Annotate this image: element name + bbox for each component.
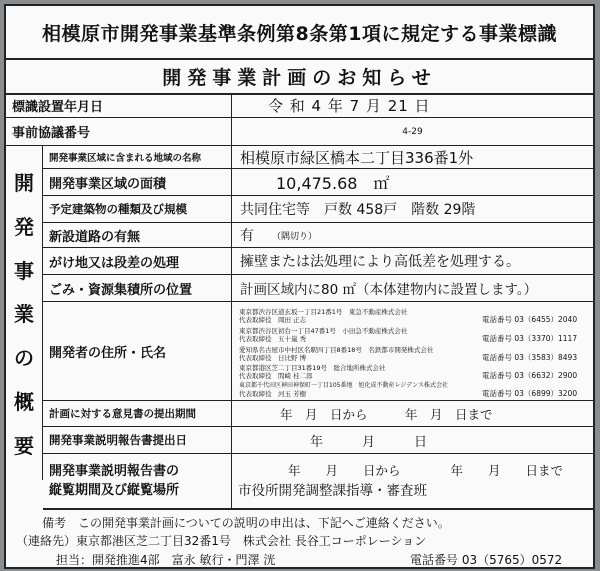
notice-line1: 備考 この開発事業計画についての説明の申出は、下記へご連絡ください。: [42, 516, 450, 530]
inspection-period: 年 月 日から 年 月 日まで: [288, 463, 564, 478]
area-size-label: 開発事業区域の面積: [43, 169, 232, 195]
developer-address: 愛知県名古屋市中村区名駅四丁目8番18号 名鉄都市開発株式会社: [239, 346, 434, 354]
inspection-label: [43, 454, 232, 508]
inspection-place: 市役所開発調整課指導・審査班: [238, 483, 427, 499]
vertical-char: 発: [14, 215, 34, 240]
developer-rep: 代表取締役 五十嵐 秀: [239, 335, 307, 343]
area-name-label: 開発事業区域に含まれる地域の名称: [43, 146, 232, 168]
row-consultation-no: [6, 118, 593, 146]
row-garbage: [43, 275, 593, 302]
developer-rep: 代表取締役 日比野 博: [239, 354, 307, 362]
new-road-note: （隅切り）: [272, 231, 318, 242]
report-value: 年 月 日: [310, 434, 428, 450]
developer-phone: 電話番号 03（6455）2040: [482, 315, 578, 324]
notice-line3: 担当：開発推進4部 富永 敏行・門澤 洸: [56, 553, 276, 567]
inspection-value: [232, 454, 593, 508]
row-sign-date: [6, 94, 593, 118]
vertical-char: 業: [14, 302, 34, 327]
row-report: [43, 427, 593, 454]
new-road-value: 有: [240, 228, 254, 244]
notice-board: [4, 4, 595, 569]
contact-notice: [6, 510, 593, 570]
opinion-value: 年 月 日から 年 月 日まで: [280, 406, 493, 422]
developer-address: 東京都千代田区神田神保町一丁目105番地 旭化成不動産レジデンス株式会社: [239, 382, 449, 389]
area-name-value: 相模原市緑区橋本二丁目336番1外: [240, 148, 474, 167]
developer-address: 東京都港区芝二丁目31番19号 総合地所株式会社: [239, 364, 386, 372]
developer-phone: 電話番号 03（3583）8493: [482, 353, 578, 362]
consultation-no-label: 事前協議番号: [6, 118, 232, 145]
developer-phone: 電話番号 03（3370）1117: [482, 334, 578, 343]
inspection-label-line2: 縦覧期間及び縦覧場所: [49, 483, 180, 498]
developer-phone: 電話番号 03（6632）2900: [482, 371, 578, 380]
garbage-value: 計画区域内に80 ㎡（本体建物内に設置します。）: [240, 282, 538, 298]
vertical-char: 開: [14, 171, 34, 196]
vertical-char: の: [14, 346, 34, 371]
board-subtitle: 開発事業計画のお知らせ: [6, 59, 593, 95]
garbage-label: ごみ・資源集積所の位置: [43, 275, 232, 301]
outline-vertical-label: [6, 146, 43, 480]
row-area-size: [43, 169, 593, 196]
developer-rep: 代表取締役 河玉 芳樹: [239, 390, 307, 398]
row-area-name: [43, 146, 593, 169]
vertical-char: 事: [14, 258, 34, 283]
report-label: 開発事業説明報告書提出日: [43, 427, 232, 453]
consultation-no-value: 4-29: [402, 126, 423, 137]
sign-date-value: 令 和 4 年 7 月 21 日: [268, 97, 431, 115]
building-value: 共同住宅等 戸数 458戸 階数 29階: [240, 202, 476, 218]
developer-rep: 代表取締役 間崎 桂二郎: [239, 372, 313, 380]
developer-rep: 代表取締役 岡田 正志: [239, 316, 307, 324]
vertical-char: 概: [14, 389, 34, 414]
cliff-label: がけ地又は段差の処理: [43, 248, 232, 274]
row-inspection: [43, 454, 593, 510]
row-opinion: [43, 401, 593, 427]
area-size-value: 10,475.68 ㎡: [276, 173, 390, 193]
building-label: 予定建築物の種類及び規模: [43, 196, 232, 222]
developer-phone: 電話番号 03（6899）3200: [482, 389, 578, 398]
row-building: [43, 196, 593, 223]
developer-address: 東京都渋谷区道玄坂一丁目21番1号 東急不動産株式会社: [239, 308, 408, 316]
developers-label: 開発者の住所・氏名: [43, 302, 232, 400]
sign-date-label: 標識設置年月日: [6, 94, 232, 117]
board-title: 相模原市開発事業基準条例第8条第1項に規定する事業標識: [6, 6, 593, 60]
vertical-char: 要: [14, 433, 34, 458]
row-new-road: [43, 223, 593, 248]
row-cliff: [43, 248, 593, 275]
new-road-cell: [232, 223, 593, 247]
cliff-value: 擁壁または法処理により高低差を処理する。: [240, 254, 520, 270]
new-road-label: 新設道路の有無: [43, 223, 232, 247]
developer-address: 東京都渋谷区初台一丁目47番1号 小田急不動産株式会社: [239, 327, 408, 335]
opinion-label: 計画に対する意見書の提出期間: [43, 401, 232, 426]
inspection-label-line1: 開発事業説明報告書の: [49, 464, 180, 479]
notice-phone: 電話番号 03（5765）0572: [410, 553, 563, 567]
notice-line2: （連絡先）東京都港区芝二丁目32番1号 株式会社 長谷工コーポレーション: [16, 534, 427, 548]
